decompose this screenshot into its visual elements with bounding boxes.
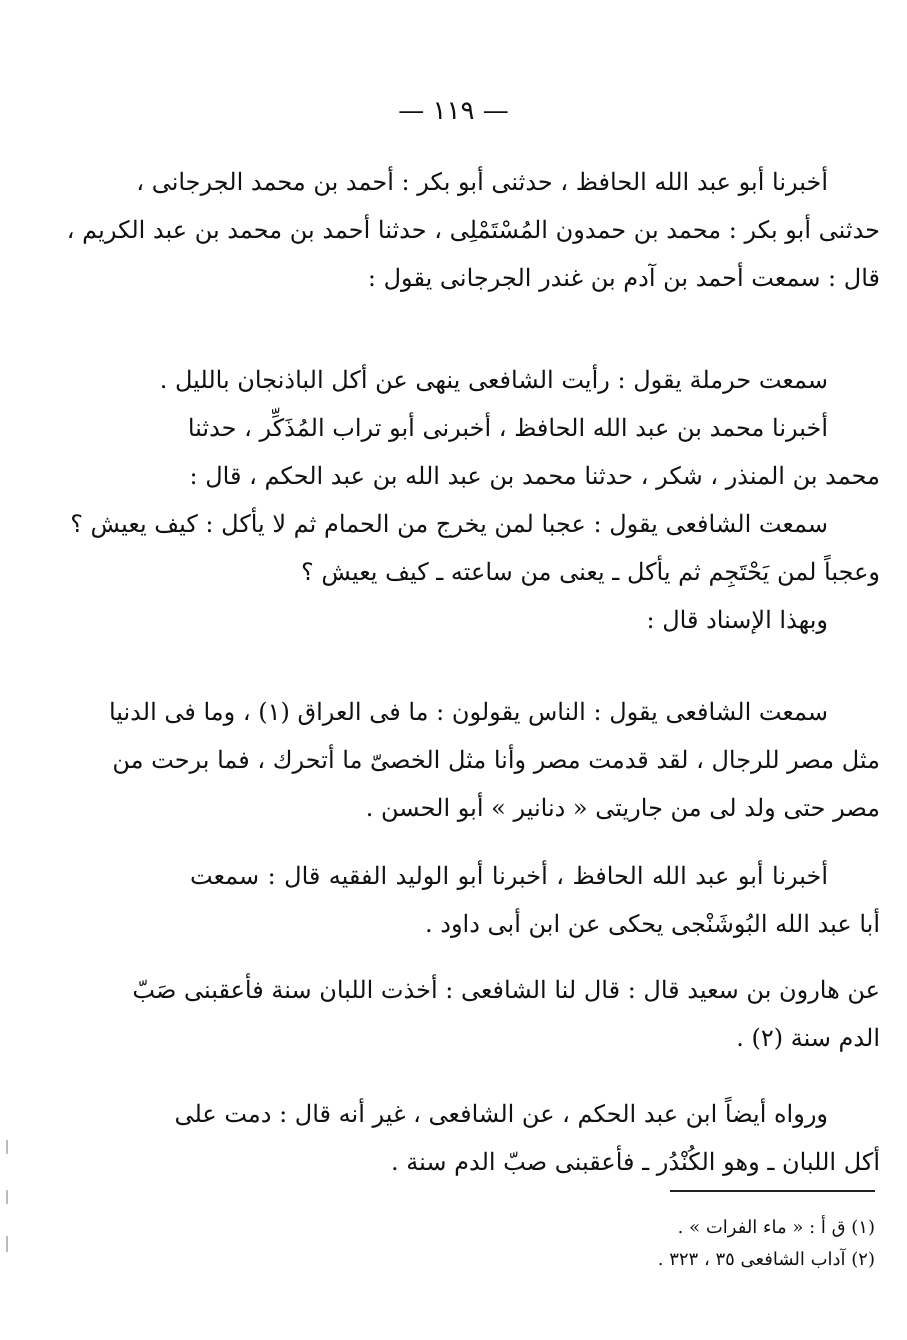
paragraph-3 — [108, 688, 880, 832]
text-line: وعجباً لمن يَحْتَجِم ثم يأكل ـ يعنى من ساعته ـ كيف يعيش ؟ — [301, 558, 880, 586]
text-line: سمعت الشافعى يقول : الناس يقولون : ما فى العراق (١) ، وما فى الدنيا — [108, 698, 828, 726]
text-line: ورواه أيضاً ابن عبد الحكم ، عن الشافعى ، غير أنه قال : دمت على — [174, 1100, 828, 1128]
text-line: أخبرنا أبو عبد الله الحافظ ، أخبرنا أبو الوليد الفقيه قال : سمعت — [190, 862, 828, 890]
text-line: وبهذا الإسناد قال : — [646, 606, 828, 634]
footnote-divider — [670, 1190, 875, 1192]
text-line: مصر حتى ولد لى من جاريتى « دنانير » أبو الحسن . — [365, 794, 880, 822]
paragraph-2 — [70, 356, 880, 644]
footnote-2: (٢) آداب الشافعى ٣٥ ، ٣٢٣ . — [657, 1249, 875, 1270]
text-line: عن هارون بن سعيد قال : قال لنا الشافعى : أخذت اللبان سنة فأعقبنى صَبّ — [132, 976, 880, 1004]
paragraph-1 — [66, 158, 880, 302]
text-line: الدم سنة (٢) . — [736, 1024, 880, 1052]
scan-margin-mark — [6, 1190, 8, 1204]
text-line: مثل مصر للرجال ، لقد قدمت مصر وأنا مثل الخصىّ ما أتحرك ، فما برحت من — [112, 746, 880, 774]
text-line: أكل اللبان ـ وهو الكُنْدُر ـ فأعقبنى صبّ الدم سنة . — [391, 1148, 880, 1176]
text-line: محمد بن المنذر ، شكر ، حدثنا محمد بن عبد الله بن عبد الحكم ، قال : — [189, 462, 880, 490]
paragraph-6 — [174, 1090, 880, 1186]
paragraph-4 — [190, 852, 880, 948]
scan-margin-mark — [6, 1236, 8, 1252]
text-line: حدثنى أبو بكر : محمد بن حمدون المُسْتَمْلِى ، حدثنا أحمد بن محمد بن عبد الكريم ، — [66, 216, 880, 244]
page-number: — ١١٩ — — [398, 96, 509, 126]
scan-margin-mark — [6, 1140, 8, 1154]
text-line: أخبرنا أبو عبد الله الحافظ ، حدثنى أبو بكر : أحمد بن محمد الجرجانى ، — [136, 168, 828, 196]
footnotes — [400, 1212, 875, 1276]
paragraph-5 — [132, 966, 880, 1062]
text-line: سمعت الشافعى يقول : عجبا لمن يخرج من الحمام ثم لا يأكل : كيف يعيش ؟ — [70, 510, 828, 538]
text-line: أخبرنا محمد بن عبد الله الحافظ ، أخبرنى أبو تراب المُذَكِّر ، حدثنا — [187, 414, 828, 442]
text-line: أبا عبد الله البُوشَنْجى يحكى عن ابن أبى داود . — [425, 910, 880, 938]
footnote-1: (١) ق أ : « ماء الفرات » . — [677, 1217, 875, 1238]
text-line: سمعت حرملة يقول : رأيت الشافعى ينهى عن أكل الباذنجان بالليل . — [159, 366, 828, 394]
text-line: قال : سمعت أحمد بن آدم بن غندر الجرجانى يقول : — [367, 264, 880, 292]
